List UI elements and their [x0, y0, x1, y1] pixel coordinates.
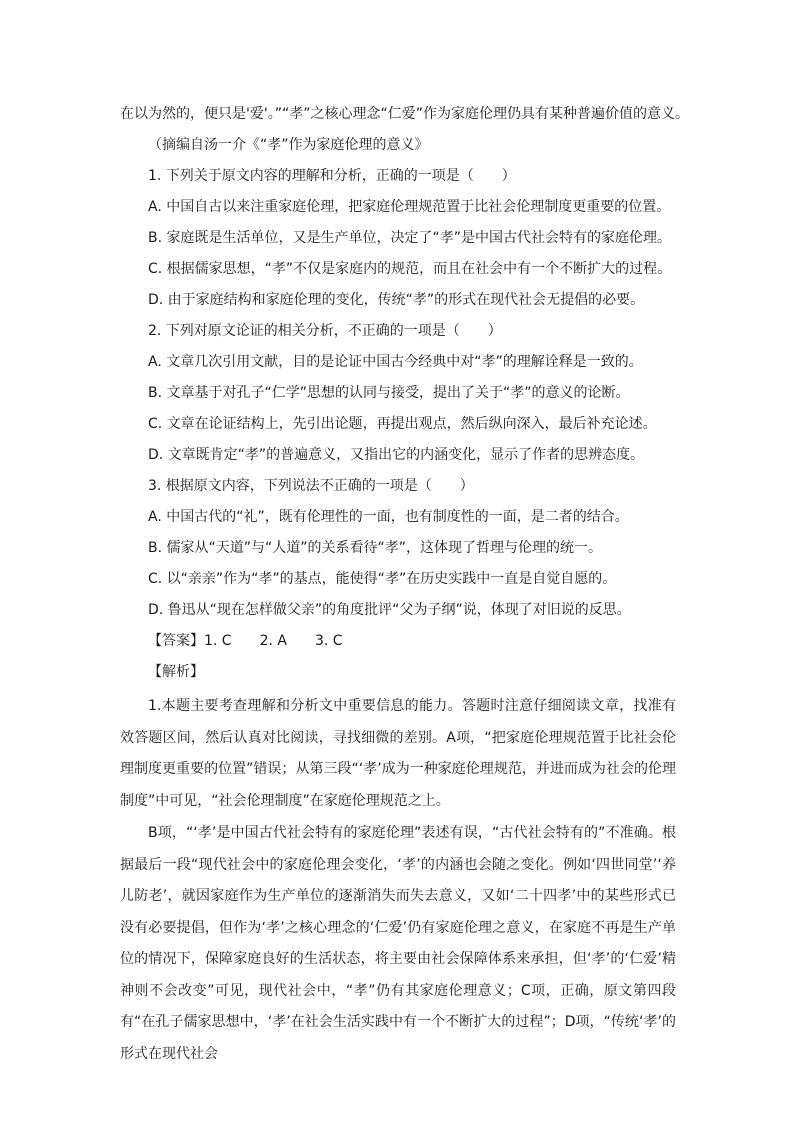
question-3-option-c: C. 以“亲亲”作为“孝”的基点，能使得“孝”在历史实践中一直是自觉自愿的。: [148, 571, 617, 587]
question-2-option-a: A. 文章几次引用文献，目的是论证中国古今经典中对“孝”的理解诠释是一致的。: [148, 354, 643, 370]
question-1-stem: 1. 下列关于原文内容的理解和分析，正确的一项是（ ）: [148, 168, 516, 184]
answer-line: [148, 631, 343, 651]
question-2-option-c: C. 文章在论证结构上，先引出论题，再提出观点，然后纵向深入，最后补充论述。: [148, 416, 657, 432]
passage-source: （摘编自汤一介《“孝”作为家庭伦理的意义》: [148, 137, 429, 153]
passage-closing-line: 在以为然的，便只是'爱'。”“孝”之核心理念“仁爱”作为家庭伦理仍具有某种普遍价值的意义。: [120, 106, 689, 122]
question-3-option-a: A. 中国古代的“礼”，既有伦理性的一面，也有制度性的一面，是二者的结合。: [148, 509, 629, 525]
question-1-option-a: A. 中国自古以来注重家庭伦理，把家庭伦理规范置于比社会伦理制度更重要的位置。: [148, 199, 671, 215]
question-1-option-c: C. 根据儒家思想，“孝”不仅是家庭内的规范，而且在社会中有一个不断扩大的过程。: [148, 261, 672, 277]
question-2-option-b: B. 文章基于对孔子“仁学”思想的认同与接受，提出了关于“孝”的意义的论断。: [148, 385, 630, 401]
question-3-option-b: B. 儒家从“天道”与“人道”的关系看待“孝”，这体现了哲理与伦理的统一。: [148, 540, 603, 556]
question-3-stem: 3. 根据原文内容，下列说法不正确的一项是（ ）: [148, 478, 474, 494]
analysis-heading: 【解析】: [148, 664, 204, 680]
question-1-option-d: D. 由于家庭结构和家庭伦理的变化，传统“孝”的形式在现代社会无提倡的必要。: [148, 292, 645, 308]
question-1-option-b: B. 家庭既是生活单位，又是生产单位，决定了“孝”是中国古代社会特有的家庭伦理。: [148, 230, 672, 246]
answer-label: 【答案】: [148, 633, 204, 649]
question-2-option-d: D. 文章既肯定“孝”的普遍意义，又指出它的内涵变化，显示了作者的思辨态度。: [148, 447, 645, 463]
analysis-paragraph-1: 1.本题主要考查理解和分析文中重要信息的能力。答题时注意仔细阅读文章，找准有效答题区间，然后认真对比阅读，寻找细微的差别。A项，“把家庭伦理规范置于比社会伦理制度更重要的位置”错误；从第三段“‘孝’成为一种家庭伦理规范，并进而成为社会的伦理制度”中可见，“社会伦理制度”在家庭伦理规范之上。: [120, 698, 676, 809]
answer-items: 1. C 2. A 3. C: [204, 633, 343, 649]
analysis-paragraph-2: B项，“‘孝’是中国古代社会特有的家庭伦理”表述有误，“古代社会特有的”不准确。根据最后一段“现代社会中的家庭伦理会变化，‘孝’的内涵也会随之变化。例如‘四世同堂’‘养儿防老’，就因家庭作为生产单位的逐渐消失而失去意义，又如‘二十四孝’中的某些形式已没有必要提倡，但作为‘孝’之核心理念的‘仁爱’仍有家庭伦理之意义，在家庭不再是生产单位的情况下，保障家庭良好的生活状态，将主要由社会保障体系来承担，但‘孝’的‘仁爱’精神则不会改变”可见，现代社会中，“孝”仍有其家庭伦理意义；C项，正确，原文第四段有“在孔子儒家思想中，‘孝’在社会生活实践中有一个不断扩大的过程”；D项，“传统‘孝’的形式在现代社会: [120, 825, 676, 1062]
question-2-stem: 2. 下列对原文论证的相关分析，不正确的一项是（ ）: [148, 323, 502, 339]
question-3-option-d: D. 鲁迅从“现在怎样做父亲”的角度批评“父为子纲”说，体现了对旧说的反思。: [148, 602, 631, 618]
